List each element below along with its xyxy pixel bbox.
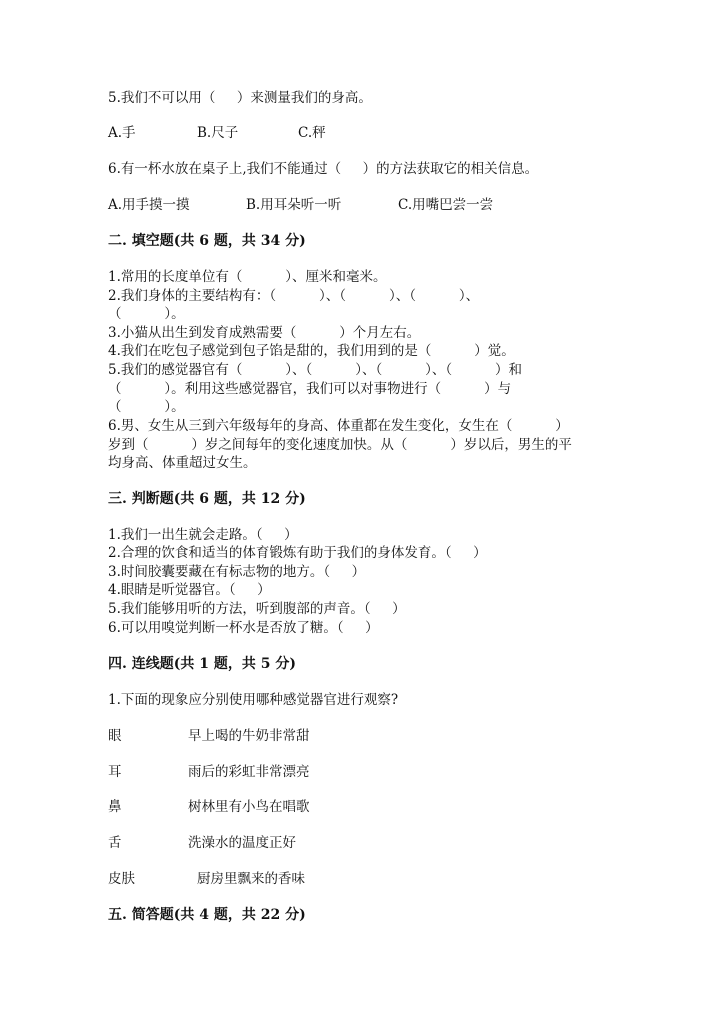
judge-line: 5.我们能够用听的方法，听到腹部的声音。（ ） <box>108 601 406 617</box>
judge-line: 1.我们一出生就会走路。（ ） <box>108 527 298 543</box>
section-4-title: 四. 连线题(共 1 题，共 5 分) <box>108 656 296 672</box>
q5-option-a: A.手 <box>108 125 136 141</box>
phenomenon-label: 树林里有小鸟在唱歌 <box>188 799 310 815</box>
fill-line: 5.我们的感觉器官有（ ）、（ ）、（ ）、（ ）和 <box>108 362 523 378</box>
organ-label: 鼻 <box>108 799 122 815</box>
fill-line: 1.常用的长度单位有（ ）、厘米和毫米。 <box>108 269 387 285</box>
q6-question: 6.有一杯水放在桌子上,我们不能通过（ ）的方法获取它的相关信息。 <box>108 161 539 177</box>
q6-option-b: B.用耳朵听一听 <box>246 197 342 213</box>
judge-line: 6.可以用嗅觉判断一杯水是否放了糖。（ ） <box>108 620 379 636</box>
q5-question: 5.我们不可以用（ ）来测量我们的身高。 <box>108 90 372 106</box>
organ-label: 耳 <box>108 764 122 780</box>
organ-label: 舌 <box>108 835 122 851</box>
q5-option-b: B.尺子 <box>197 125 239 141</box>
organ-label: 皮肤 <box>108 871 135 887</box>
section-3-title: 三. 判断题(共 6 题，共 12 分) <box>108 491 306 507</box>
fill-line: （ ）。利用这些感觉器官，我们可以对事物进行（ ）与 <box>108 381 512 397</box>
fill-line: 2.我们身体的主要结构有：（ ）、（ ）、（ ）、 <box>108 288 480 304</box>
phenomenon-label: 厨房里飘来的香味 <box>197 871 305 887</box>
judge-line: 4.眼睛是听觉器官。（ ） <box>108 582 271 598</box>
fill-line: 4.我们在吃包子感觉到包子馅是甜的，我们用到的是（ ）觉。 <box>108 343 515 359</box>
fill-line: 3.小猫从出生到发育成熟需要（ ）个月左右。 <box>108 325 421 341</box>
matching-question: 1.下面的现象应分别使用哪种感觉器官进行观察? <box>108 692 399 708</box>
phenomenon-label: 早上喝的牛奶非常甜 <box>188 728 310 744</box>
q6-option-a: A.用手摸一摸 <box>108 197 190 213</box>
phenomenon-label: 洗澡水的温度正好 <box>188 835 296 851</box>
phenomenon-label: 雨后的彩虹非常漂亮 <box>188 764 310 780</box>
fill-line: （ ）。 <box>108 306 185 322</box>
judge-line: 3.时间胶囊要藏在有标志物的地方。（ ） <box>108 564 366 580</box>
fill-line: （ ）。 <box>108 399 185 415</box>
q5-option-c: C.秤 <box>298 125 326 141</box>
fill-line: 岁到（ ）岁之间每年的变化速度加快。从（ ）岁以后，男生的平 <box>108 437 572 453</box>
fill-line: 6.男、女生从三到六年级每年的身高、体重都在发生变化，女生在（ ） <box>108 418 569 434</box>
section-2-title: 二. 填空题(共 6 题，共 34 分) <box>108 233 306 249</box>
q6-option-c: C.用嘴巴尝一尝 <box>398 197 494 213</box>
judge-line: 2.合理的饮食和适当的体育锻炼有助于我们的身体发育。（ ） <box>108 545 487 561</box>
section-5-title: 五. 简答题(共 4 题，共 22 分) <box>108 907 306 923</box>
fill-line: 均身高、体重超过女生。 <box>108 455 257 471</box>
organ-label: 眼 <box>108 728 122 744</box>
